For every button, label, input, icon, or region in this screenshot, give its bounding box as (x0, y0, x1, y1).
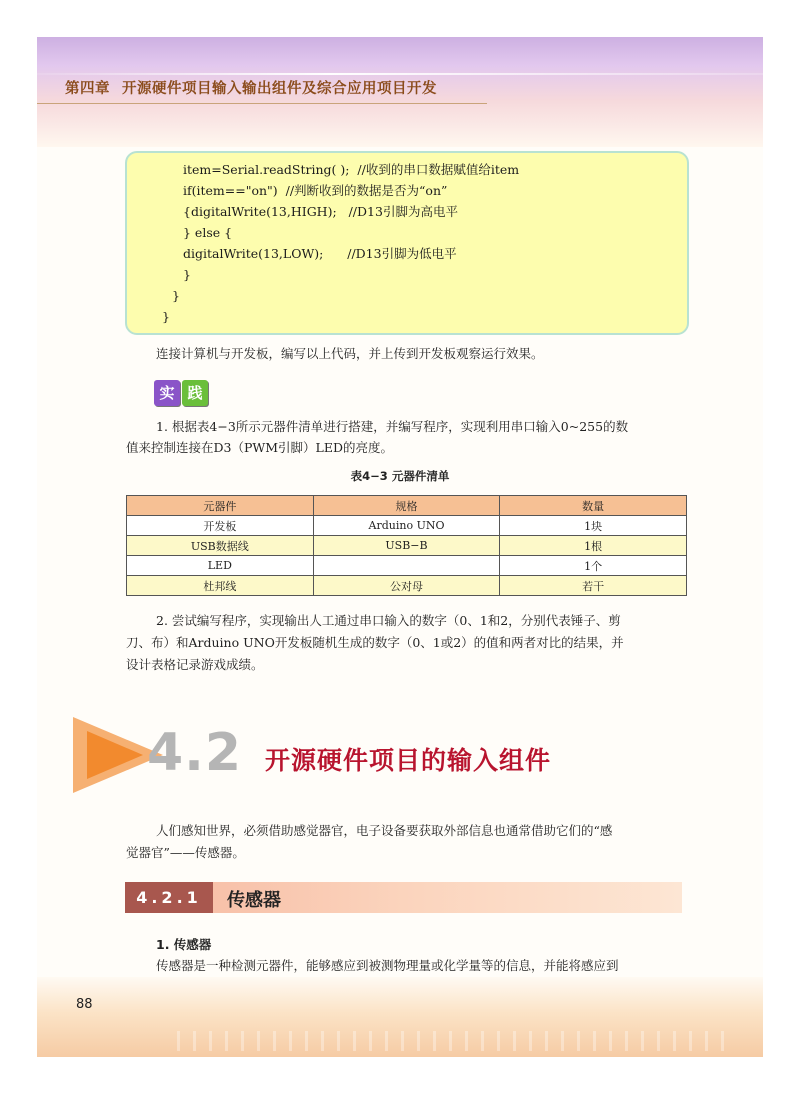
table-cell: 杜邦线 (127, 576, 314, 596)
table-row (127, 536, 687, 556)
subsection-number: 4.2.1 (125, 882, 213, 913)
practice-item-2-line-1: 2. 尝试编写程序，实现输出人工通过串口输入的数字（0、1和2，分别代表锤子、剪 (156, 613, 621, 628)
table-cell: 开发板 (127, 516, 314, 536)
table-row (127, 516, 687, 536)
table-cell: 1个 (500, 556, 687, 576)
table-header-cell: 数量 (500, 496, 687, 516)
practice-item-1-line-1: 1. 根据表4−3所示元器件清单进行搭建，并编写程序，实现利用串口输入0~255的数 (156, 419, 629, 434)
table-header-row (127, 496, 687, 516)
chapter-heading (65, 77, 437, 98)
header-stripe (37, 73, 763, 75)
intro-line-1: 人们感知世界，必须借助感觉器官，电子设备要获取外部信息也通常借助它们的“感 (156, 823, 613, 838)
subheading: 1. 传感器 (156, 937, 212, 952)
page-header (37, 37, 763, 147)
practice-badge-left: 实 (154, 380, 180, 406)
practice-item-2-line-2: 刀、布）和Arduino UNO开发板随机生成的数字（0、1或2）的值和两者对比的结果，并 (126, 635, 624, 650)
code-line: if(item=="on") //判断收到的数据是否为“on” (183, 183, 448, 198)
page (37, 37, 763, 1057)
code-line: } (172, 288, 180, 303)
intro-line-2: 觉器官”——传感器。 (126, 845, 245, 860)
practice-badge-right: 践 (182, 380, 208, 406)
code-line: } (162, 309, 170, 324)
table-row (127, 556, 687, 576)
section-title: 开源硬件项目的输入组件 (265, 746, 552, 775)
subsection-title: 传感器 (227, 890, 281, 911)
table-cell: 若干 (500, 576, 687, 596)
chapter-number: 第四章 (65, 81, 110, 97)
parts-table (126, 495, 687, 596)
page-footer (37, 977, 763, 1057)
code-line: digitalWrite(13,LOW); //D13引脚为低电平 (183, 246, 457, 261)
table-header-cell: 规格 (313, 496, 500, 516)
table-cell: USB−B (313, 536, 500, 556)
header-rule (37, 103, 487, 104)
table-cell: 1根 (500, 536, 687, 556)
code-line: } (183, 267, 191, 282)
code-line: {digitalWrite(13,HIGH); //D13引脚为高电平 (183, 204, 458, 219)
section-number: 4.2 (147, 723, 243, 783)
table-cell (313, 556, 500, 576)
table-header-cell: 元器件 (127, 496, 314, 516)
table-cell: Arduino UNO (313, 516, 500, 536)
table-cell: 公对母 (313, 576, 500, 596)
body-text: 传感器是一种检测元器件，能够感应到被测物理量或化学量等的信息，并能将感应到 (156, 958, 619, 973)
footer-decoration (177, 1031, 737, 1051)
code-line: } else { (183, 225, 233, 240)
practice-badge (154, 380, 210, 408)
table-cell: 1块 (500, 516, 687, 536)
table-cell: LED (127, 556, 314, 576)
practice-item-1-line-2: 值来控制连接在D3（PWM引脚）LED的亮度。 (126, 440, 393, 455)
code-line: item=Serial.readString( ); //收到的串口数据赋值给item (183, 162, 520, 177)
table-row (127, 576, 687, 596)
page-number: 88 (76, 997, 93, 1012)
table-caption: 表4−3 元器件清单 (350, 469, 450, 483)
code-box (125, 151, 689, 335)
chapter-title: 开源硬件项目输入输出组件及综合应用项目开发 (122, 81, 437, 97)
table-cell: USB数据线 (127, 536, 314, 556)
practice-item-2-line-3: 设计表格记录游戏成绩。 (126, 657, 264, 672)
instruction-text: 连接计算机与开发板，编写以上代码，并上传到开发板观察运行效果。 (156, 346, 544, 361)
